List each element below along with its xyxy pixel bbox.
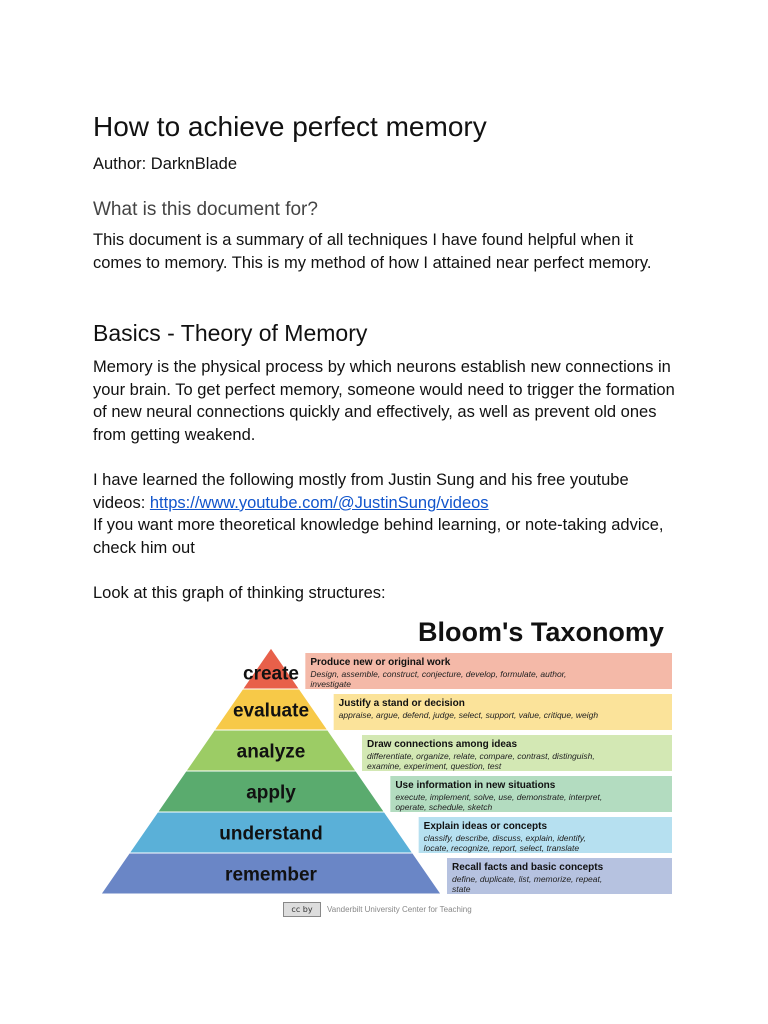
pyramid-label-create: create: [243, 663, 299, 685]
more-info-text: If you want more theoretical knowledge behind learning, or note-taking advice, check him out: [93, 516, 664, 557]
pyramid-label-remember: remember: [225, 864, 317, 886]
pyramid-label-apply: apply: [246, 782, 296, 804]
description-verbs-analyze: differentiate, organize, relate, compare, contrast, distinguish,: [367, 751, 595, 761]
bloom-title: Bloom's Taxonomy: [418, 617, 664, 647]
description-heading-understand: Explain ideas or concepts: [423, 821, 548, 832]
description-verbs-understand: classify, describe, discuss, explain, identify,: [423, 833, 586, 843]
youtube-link[interactable]: https://www.youtube.com/@JustinSung/videos: [149, 493, 489, 512]
theory-paragraph: Memory is the physical process by which neurons establish new connections in your brain. To get perfect memory, someone would need to trigger the formation of new neural connections quickly and effectively, as well as prevent old ones from getting weakend.: [93, 358, 675, 444]
pyramid-label-analyze: analyze: [236, 741, 306, 763]
section-heading-theory: Basics - Theory of Memory: [93, 320, 368, 346]
pyramid-label-understand: understand: [219, 823, 323, 845]
section-heading-purpose: What is this document for?: [93, 199, 318, 220]
blooms-taxonomy-figure: [96, 610, 676, 900]
description-verbs-understand: locate, recognize, report, select, translate: [423, 843, 580, 853]
graph-intro: Look at this graph of thinking structures:: [93, 584, 386, 602]
source-paragraph: [93, 469, 683, 559]
description-heading-remember: Recall facts and basic concepts: [452, 862, 604, 873]
description-heading-analyze: Draw connections among ideas: [367, 739, 518, 750]
description-verbs-remember: state: [452, 884, 471, 894]
description-verbs-apply: execute, implement, solve, use, demonstrate, interpret,: [395, 792, 603, 802]
description-verbs-apply: operate, schedule, sketch: [395, 802, 493, 812]
description-heading-create: Produce new or original work: [310, 657, 451, 668]
description-heading-evaluate: Justify a stand or decision: [338, 698, 465, 709]
purpose-paragraph: This document is a summary of all techniques I have found helpful when it comes to memory. This is my method of how I attained near perfect memory.: [93, 231, 652, 272]
pyramid-label-evaluate: evaluate: [232, 700, 310, 722]
description-verbs-create: investigate: [310, 679, 351, 689]
description-verbs-evaluate: appraise, argue, defend, judge, select, support, value, critique, weigh: [338, 710, 599, 720]
description-heading-apply: Use information in new situations: [395, 780, 556, 791]
credit-line: [283, 902, 472, 917]
credit-text: Vanderbilt University Center for Teaching: [327, 905, 472, 914]
description-verbs-remember: define, duplicate, list, memorize, repeat,: [452, 874, 603, 884]
document-title: How to achieve perfect memory: [93, 111, 487, 142]
cc-license-badge: cc by: [283, 902, 321, 917]
description-verbs-analyze: examine, experiment, question, test: [367, 761, 502, 771]
source-text: I have learned the following mostly from Justin Sung and his free youtube videos:: [93, 471, 629, 512]
author-line: Author: DarknBlade: [93, 155, 237, 173]
description-verbs-create: Design, assemble, construct, conjecture, develop, formulate, author,: [310, 669, 567, 679]
